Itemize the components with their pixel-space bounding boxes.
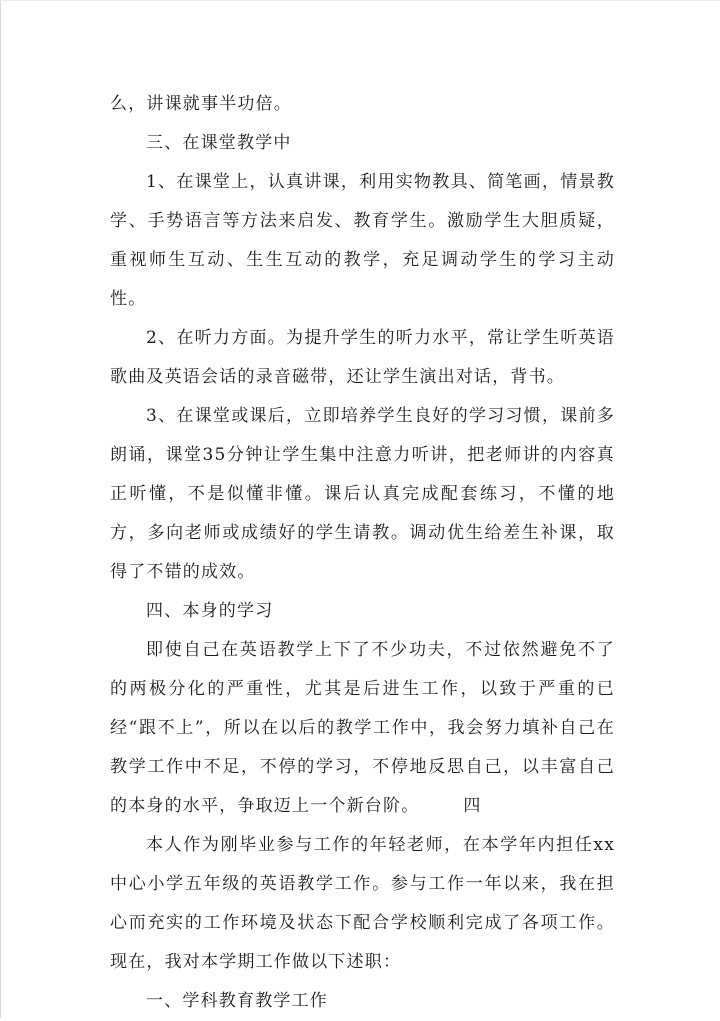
paragraph-listening-2: 2、在听力方面。为提升学生的听力水平，常让学生听英语歌曲及英语会话的录音磁带，还让学生演出对话，背书。 <box>110 328 615 387</box>
section-heading-3: 三、在课堂教学中 <box>146 133 292 153</box>
paragraph-continuation: 么，讲课就事半功倍。 <box>110 94 292 114</box>
paragraph-self-study-text: 即使自己在英语教学上下了不少功夫，不过依然避免不了的两极分化的严重性，尤其是后进生工作，以致于严重的已经“跟不上”，所以在以后的教学工作中，我会努力填补自己在教学工作中不足，不停的学习，不停地反思自己，以丰富自己的本身的水平，争取迈上一个新台阶。 <box>110 640 615 816</box>
paragraph-habits-3: 3、在课堂或课后，立即培养学生良好的学习习惯，课前多朗诵，课堂35分钟让学生集中注意力听讲，把老师讲的内容真正听懂，不是似懂非懂。课后认真完成配套练习，不懂的地方，多向老师或成绩好的学生请教。调动优生给差生补课，取得了不错的成效。 <box>110 406 615 582</box>
document-body <box>110 85 615 1021</box>
paragraph-self-study <box>110 631 615 826</box>
paragraph-introduction: 本人作为刚毕业参与工作的年轻老师，在本学年内担任xx中心小学五年级的英语教学工作。参与工作一年以来，我在担心而充实的工作环境及状态下配合学校顺利完成了各项工作。现在，我对本学期工作做以下述职： <box>110 835 615 972</box>
section-heading-1: 一、学科教育教学工作 <box>146 991 328 1011</box>
paragraph-classroom-1: 1、在课堂上，认真讲课，利用实物教具、简笔画，情景教学、手势语言等方法来启发、教育学生。激励学生大胆质疑，重视师生互动、生生互动的教学，充足调动学生的学习主动性。 <box>110 172 615 309</box>
section-heading-4: 四、本身的学习 <box>146 601 274 621</box>
section-marker: 四 <box>463 796 482 816</box>
